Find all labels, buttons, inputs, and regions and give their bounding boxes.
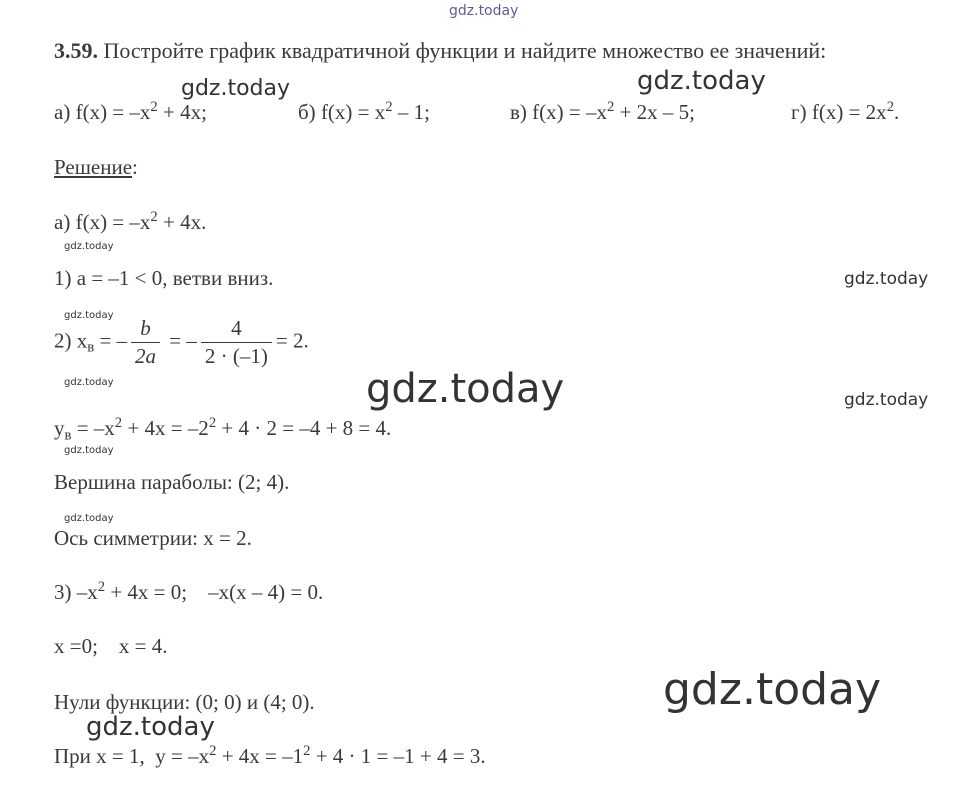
axis-of-symmetry: Ось симметрии: x = 2. bbox=[54, 526, 252, 550]
problem-statement: Постройте график квадратичной функции и найдите множество ее значений: bbox=[103, 38, 827, 63]
step-3: 3) $-x^2 + 4x = 0$; –x(x – 4) = 0. bbox=[54, 578, 324, 604]
watermark-small: gdz.today bbox=[64, 241, 114, 252]
value-at-x1: При x = 1, $y = -x^2 + 4x = -1^2 + 4 \cdot 1 = -1 + 4 = 3$. bbox=[54, 742, 486, 768]
watermark: gdz.today bbox=[637, 66, 766, 96]
part-g: г) $f(x) = 2x^2$. bbox=[791, 98, 900, 124]
roots: x =0; x = 4. bbox=[54, 634, 168, 658]
watermark-top: gdz.today bbox=[449, 3, 519, 19]
function-zeros: Нули функции: (0; 0) и (4; 0). bbox=[54, 690, 315, 714]
watermark-small: gdz.today bbox=[64, 377, 114, 388]
solution-part-a: а) $f(x) = -x^2 + 4x$. bbox=[54, 208, 207, 234]
solution-heading: Решение: bbox=[54, 155, 138, 179]
watermark: gdz.today bbox=[86, 712, 215, 742]
vertex: Вершина параболы: (2; 4). bbox=[54, 470, 290, 494]
watermark-small: gdz.today bbox=[64, 445, 114, 456]
step-1: 1) a = –1 < 0, ветви вниз. bbox=[54, 266, 274, 290]
watermark: gdz.today bbox=[844, 390, 929, 410]
watermark-small: gdz.today bbox=[64, 310, 114, 321]
problem-number: 3.59. bbox=[54, 38, 98, 63]
watermark-large: gdz.today bbox=[663, 664, 882, 715]
step-2: 2) $x_в$ = – $\frac{b}{2a}$ = – $\frac{4}{2 \cdot (-1)}$ = 2. bbox=[54, 316, 309, 368]
watermark: gdz.today bbox=[181, 76, 291, 101]
fraction-4-over-2-times-minus-1: $\frac{4}{2 \cdot (-1)}$ bbox=[201, 318, 272, 367]
y-vertex: $y_в = -x^2 + 4x = -2^2 + 4 \cdot 2 = -4 + 8 = 4$. bbox=[54, 414, 392, 444]
problem-title bbox=[54, 40, 826, 62]
fraction-b-over-2a: $\frac{b}{2a}$ bbox=[131, 318, 160, 367]
part-b: б) $f(x) = x^2 - 1$; bbox=[298, 98, 430, 124]
watermark: gdz.today bbox=[844, 269, 929, 289]
part-a: а) $f(x) = -x^2 + 4x$; bbox=[54, 98, 207, 124]
watermark-large: gdz.today bbox=[366, 366, 565, 412]
part-v: в) $f(x) = -x^2 + 2x - 5$; bbox=[510, 98, 696, 124]
watermark-small: gdz.today bbox=[64, 513, 114, 524]
